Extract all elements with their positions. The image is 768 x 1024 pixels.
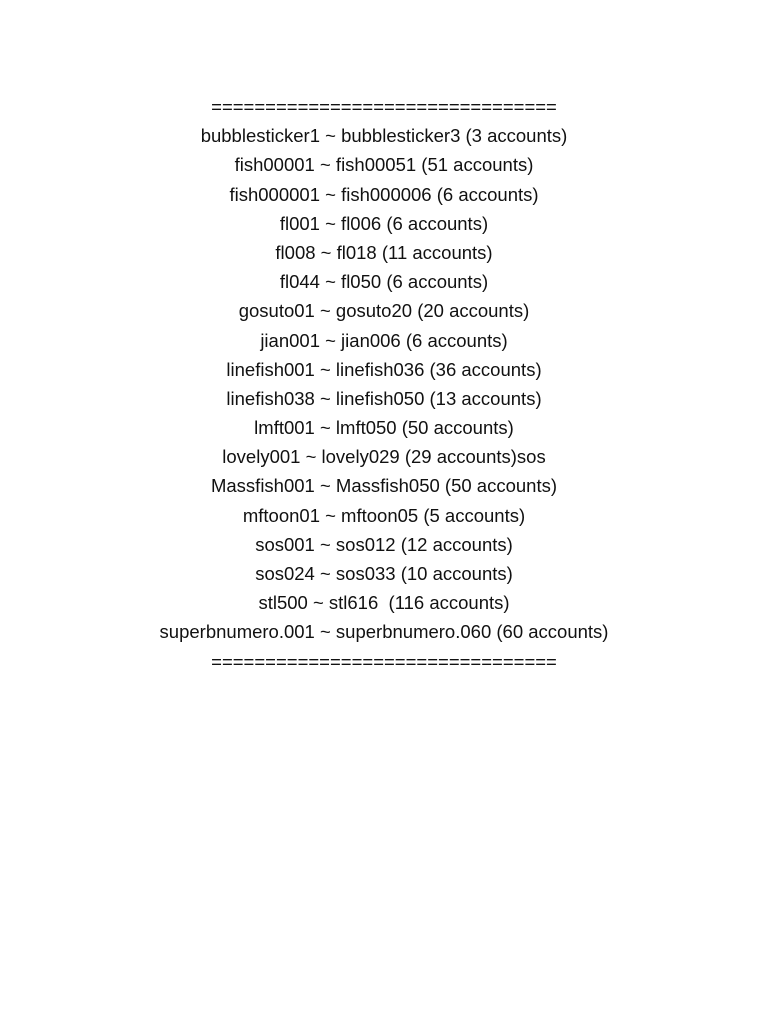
document-page (0, 92, 768, 676)
account-entry: superbnumero.001 ~ superbnumero.060 (60 accounts) (159, 621, 609, 643)
top-divider: ================================ (211, 96, 557, 117)
account-entry: sos001 ~ sos012 (12 accounts) (255, 533, 513, 555)
account-entry: linefish038 ~ linefish050 (13 accounts) (226, 387, 542, 409)
account-entry: linefish001 ~ linefish036 (36 accounts) (226, 358, 542, 380)
account-entry: fl008 ~ fl018 (11 accounts) (275, 241, 493, 263)
account-entry: fish00001 ~ fish00051 (51 accounts) (234, 154, 534, 176)
account-entry: fl001 ~ fl006 (6 accounts) (279, 212, 489, 234)
account-entry: sos024 ~ sos033 (10 accounts) (255, 563, 513, 584)
account-entry: jian001 ~ jian006 (6 accounts) (260, 329, 508, 351)
bottom-divider: ================================ (211, 650, 557, 672)
account-entry: mftoon01 ~ mftoon05 (5 accounts) (242, 504, 526, 526)
account-entry: lmft001 ~ lmft050 (50 accounts) (254, 417, 514, 439)
account-entry: fish000001 ~ fish000006 (6 accounts) (229, 183, 539, 205)
account-entry: fl044 ~ fl050 (6 accounts) (279, 271, 489, 293)
account-entry: bubblesticker1 ~ bubblesticker3 (3 accounts) (200, 125, 568, 147)
account-entry: gosuto01 ~ gosuto20 (20 accounts) (238, 300, 530, 322)
account-entry: stl500 ~ stl616 (116 accounts) (258, 592, 510, 614)
account-entry: lovely001 ~ lovely029 (29 accounts)sos (222, 446, 546, 468)
account-entry: Massfish001 ~ Massfish050 (50 accounts) (210, 475, 558, 497)
